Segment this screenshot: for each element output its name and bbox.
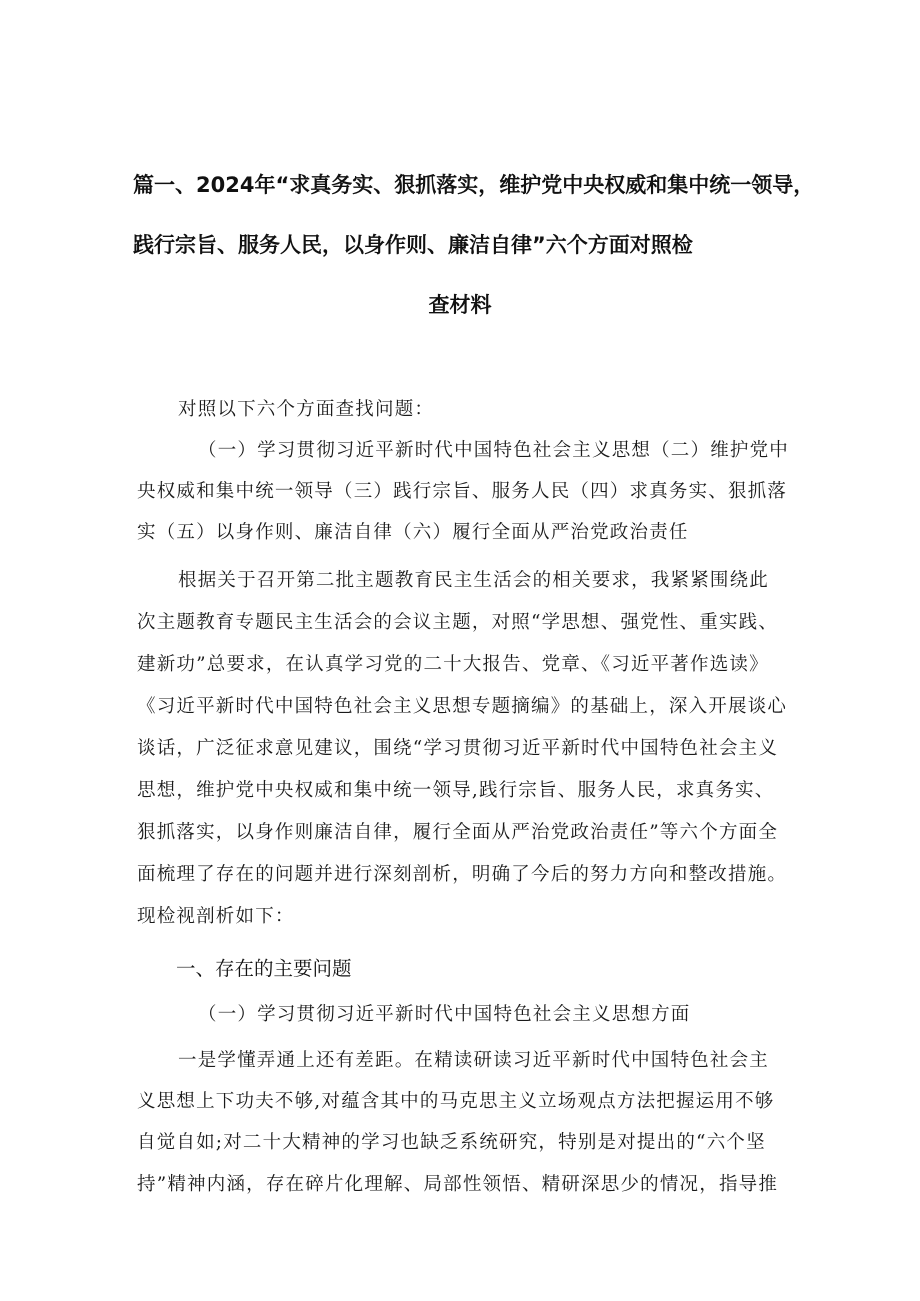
document-title-line-3: 查材料 bbox=[428, 293, 492, 317]
aspects-line-3: 实（五）以身作则、廉洁自律（六）履行全面从严治党政治责任 bbox=[137, 522, 689, 543]
para2-line-3: 自觉自如;对二十大精神的学习也缺乏系统研究，特别是对提出的“六个坚 bbox=[137, 1132, 766, 1153]
para1-line-2: 次主题教育专题民主生活会的会议主题，对照“学思想、强党性、重实践、 bbox=[137, 612, 779, 633]
aspects-line-1: （一）学习贯彻习近平新时代中国特色社会主义思想（二）维护党中 bbox=[198, 440, 790, 461]
para1-line-8: 面梳理了存在的问题并进行深刻剖析，明确了今后的努力方向和整改措施。 bbox=[137, 864, 788, 885]
para2-line-2: 义思想上下功夫不够,对蕴含其中的马克思主义立场观点方法把握运用不够 bbox=[137, 1091, 775, 1112]
para1-line-5: 谈话，广泛征求意见建议，围绕“学习贯彻习近平新时代中国特色社会主义 bbox=[137, 738, 779, 759]
intro-line: 对照以下六个方面查找问题： bbox=[178, 399, 435, 420]
para2-line-4: 持”精神内涵，存在碎片化理解、局部性领悟、精研深思少的情况，指导推 bbox=[137, 1174, 779, 1195]
subsection-1-heading: （一）学习贯彻习近平新时代中国特色社会主义思想方面 bbox=[198, 1004, 691, 1025]
document-title-line-1: 篇一、2024年“求真务实、狠抓落实，维护党中央权威和集中统一领导， bbox=[133, 173, 815, 197]
para1-line-6: 思想，维护党中央权威和集中统一领导,践行宗旨、服务人民，求真务实、 bbox=[137, 780, 775, 801]
para2-line-1: 一是学懂弄通上还有差距。在精读研读习近平新时代中国特色社会主 bbox=[178, 1050, 770, 1071]
para1-line-3: 建新功”总要求，在认真学习党的二十大报告、党章、《习近平著作选读》 bbox=[137, 654, 769, 675]
section-1-heading: 一、存在的主要问题 bbox=[176, 957, 352, 980]
document-title-line-2: 践行宗旨、服务人民，以身作则、廉洁自律”六个方面对照检 bbox=[133, 233, 693, 257]
para1-line-1: 根据关于召开第二批主题教育民主生活会的相关要求，我紧紧围绕此 bbox=[178, 570, 770, 591]
para1-line-9: 现检视剖析如下： bbox=[137, 906, 295, 927]
para1-line-7: 狠抓落实，以身作则廉洁自律，履行全面从严治党政治责任”等六个方面全 bbox=[137, 822, 779, 843]
aspects-line-2: 央权威和集中统一领导（三）践行宗旨、服务人民（四）求真务实、狠抓落 bbox=[137, 481, 788, 502]
para1-line-4: 《习近平新时代中国特色社会主义思想专题摘编》的基础上，深入开展谈心 bbox=[137, 696, 788, 717]
